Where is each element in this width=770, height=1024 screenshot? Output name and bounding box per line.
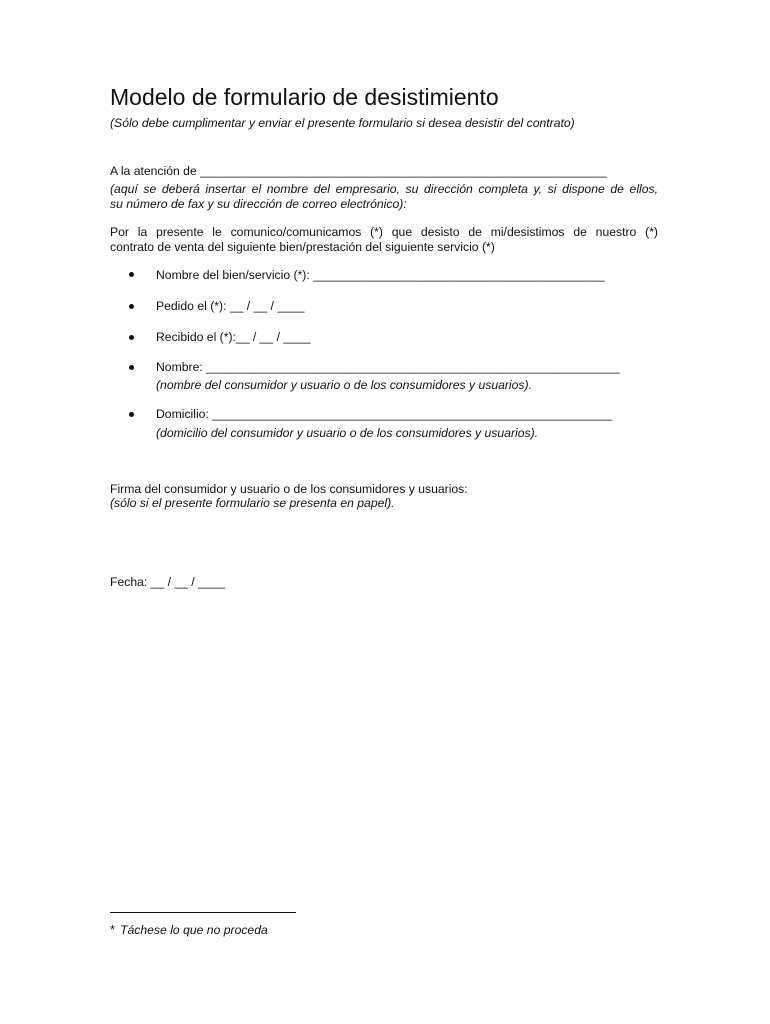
item-ordered-date: Pedido el (*): __ / __ / ____ (156, 299, 305, 313)
bullet-icon (129, 272, 134, 277)
footnote-text: Táchese lo que no proceda (120, 923, 268, 937)
bullet-icon (129, 412, 134, 417)
date-line: Fecha: __ / __ / ____ (110, 575, 226, 589)
attention-note-line-2: su número de fax y su dirección de correo electrónico): (110, 196, 407, 211)
signature-note: (sólo si el presente formulario se presenta en papel). (110, 496, 395, 510)
attention-line: A la atención de ____________________________________________________________ (110, 164, 607, 178)
item-name-note: (nombre del consumidor y usuario o de los consumidores y usuarios). (156, 378, 532, 392)
bullet-icon (129, 304, 134, 309)
withdrawal-notice (110, 225, 658, 254)
item-received-date: Recibido el (*):__ / __ / ____ (156, 330, 311, 344)
footnote-divider (110, 912, 296, 913)
document-subtitle: (Sólo debe cumplimentar y enviar el presente formulario si desea desistir del contrato) (110, 116, 575, 130)
withdrawal-notice-line-2: contrato de venta del siguiente bien/prestación del siguiente servicio (*) (110, 239, 495, 254)
signature-label: Firma del consumidor y usuario o de los consumidores y usuarios: (110, 482, 468, 496)
footnote (110, 922, 268, 938)
item-name: Nombre: _____________________________________________________________ (156, 360, 620, 374)
item-address: Domicilio: ___________________________________________________________ (156, 407, 613, 421)
item-address-note: (domicilio del consumidor y usuario o de los consumidores y usuarios). (156, 426, 539, 440)
withdrawal-notice-line-1: Por la presente le comunico/comunicamos (*) que desisto de mi/desistimos de nuestro (*) (110, 225, 658, 239)
bullet-icon (129, 365, 134, 370)
footnote-mark: * (110, 922, 116, 937)
attention-note-line-1: (aquí se deberá insertar el nombre del empresario, su dirección completa y, si dispone de ellos, (110, 182, 658, 196)
item-goods-service: Nombre del bien/servicio (*): ___________________________________________ (156, 268, 605, 282)
bullet-icon (129, 335, 134, 340)
attention-note (110, 182, 658, 211)
document-title: Modelo de formulario de desistimiento (110, 84, 499, 110)
